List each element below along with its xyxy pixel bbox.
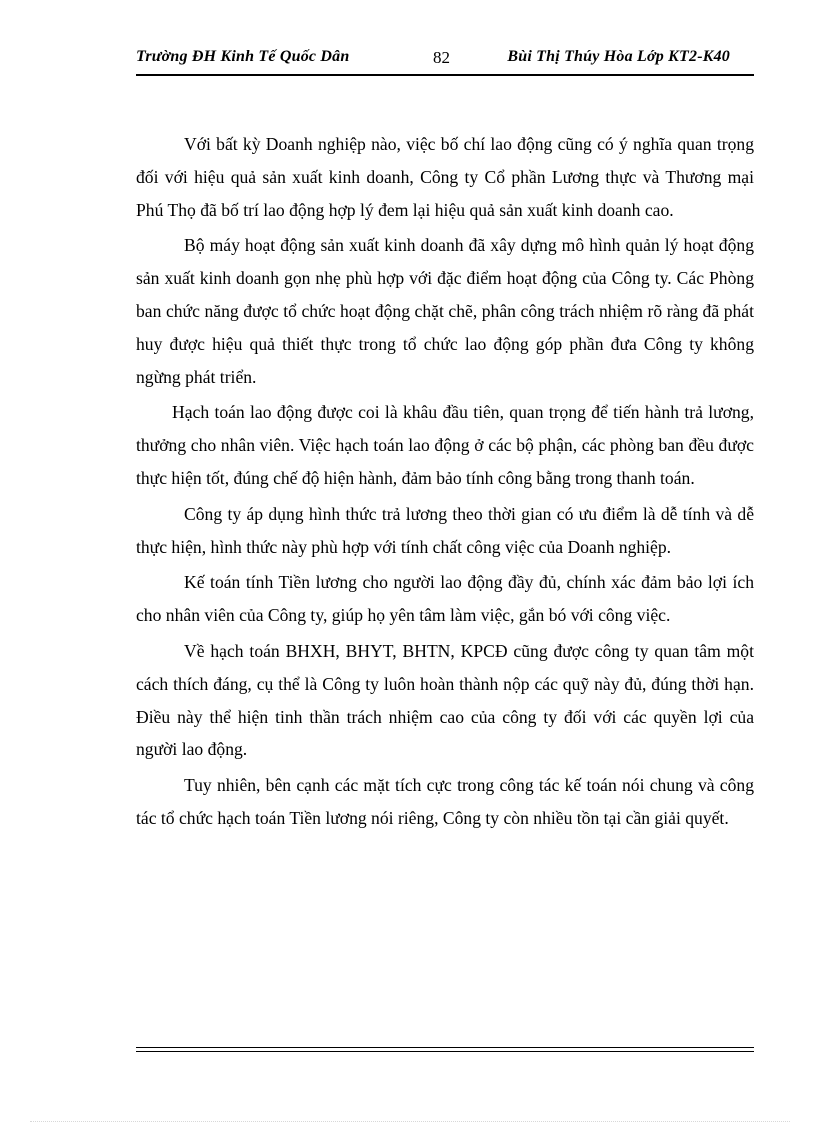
page-header <box>136 46 754 72</box>
paragraph-time-based-pay: Công ty áp dụng hình thức trả lương theo thời gian có ưu điểm là dễ tính và dễ thực hiện, hình thức này phù hợp với tính chất công việc của Doanh nghiệp. <box>136 503 754 557</box>
page-bottom-edge <box>30 1121 790 1122</box>
paragraph-labor-accounting: Hạch toán lao động được coi là khâu đầu tiên, quan trọng để tiến hành trả lương, thưởng cho nhân viên. Việc hạch toán lao động ở các bộ phận, các phòng ban đều được thực hiện tốt, đúng chế độ hiện hành, đảm bảo tính công bằng trong thanh toán. <box>136 402 754 488</box>
paragraph-management-structure: Bộ máy hoạt động sản xuất kinh doanh đã xây dựng mô hình quản lý hoạt động sản xuất kinh doanh gọn nhẹ phù hợp với đặc điểm hoạt động của Công ty. Các Phòng ban chức năng được tổ chức hoạt động chặt chẽ, phân công trách nhiệm rõ ràng đã phát huy được hiệu quả thiết thực trong tổ chức lao động góp phần đưa Công ty không ngừng phát triển. <box>136 235 754 387</box>
header-divider <box>136 74 754 76</box>
page-number: 82 <box>433 48 450 67</box>
paragraph-remaining-issues: Tuy nhiên, bên cạnh các mặt tích cực trong công tác kế toán nói chung và công tác tổ chức hạch toán Tiền lương nói riêng, Công ty còn nhiều tồn tại cần giải quyết. <box>136 775 754 828</box>
paragraph-salary-calculation: Kế toán tính Tiền lương cho người lao động đầy đủ, chính xác đảm bảo lợi ích cho nhân viên của Công ty, giúp họ yên tâm làm việc, gắn bó với công việc. <box>136 572 754 626</box>
paragraph-labor-allocation: Với bất kỳ Doanh nghiệp nào, việc bố chí lao động cũng có ý nghĩa quan trọng đối với hiệu quả sản xuất kinh doanh, Công ty Cổ phần Lương thực và Thương mại Phú Thọ đã bố trí lao động hợp lý đem lại hiệu quả sản xuất kinh doanh cao. <box>136 134 754 220</box>
header-school-name: Trường ĐH Kinh Tế Quốc Dân <box>136 48 350 65</box>
footer-divider <box>136 1047 754 1052</box>
header-author-class: Bùi Thị Thúy Hòa Lớp KT2-K40 <box>507 48 730 65</box>
paragraph-insurance-funds: Về hạch toán BHXH, BHYT, BHTN, KPCĐ cũng được công ty quan tâm một cách thích đáng, cụ thể là Công ty luôn hoàn thành nộp các quỹ này đủ, đúng thời hạn. Điều này thể hiện tinh thần trách nhiệm cao của công ty đối với các quyền lợi của người lao động. <box>136 640 754 760</box>
document-body <box>136 128 754 838</box>
